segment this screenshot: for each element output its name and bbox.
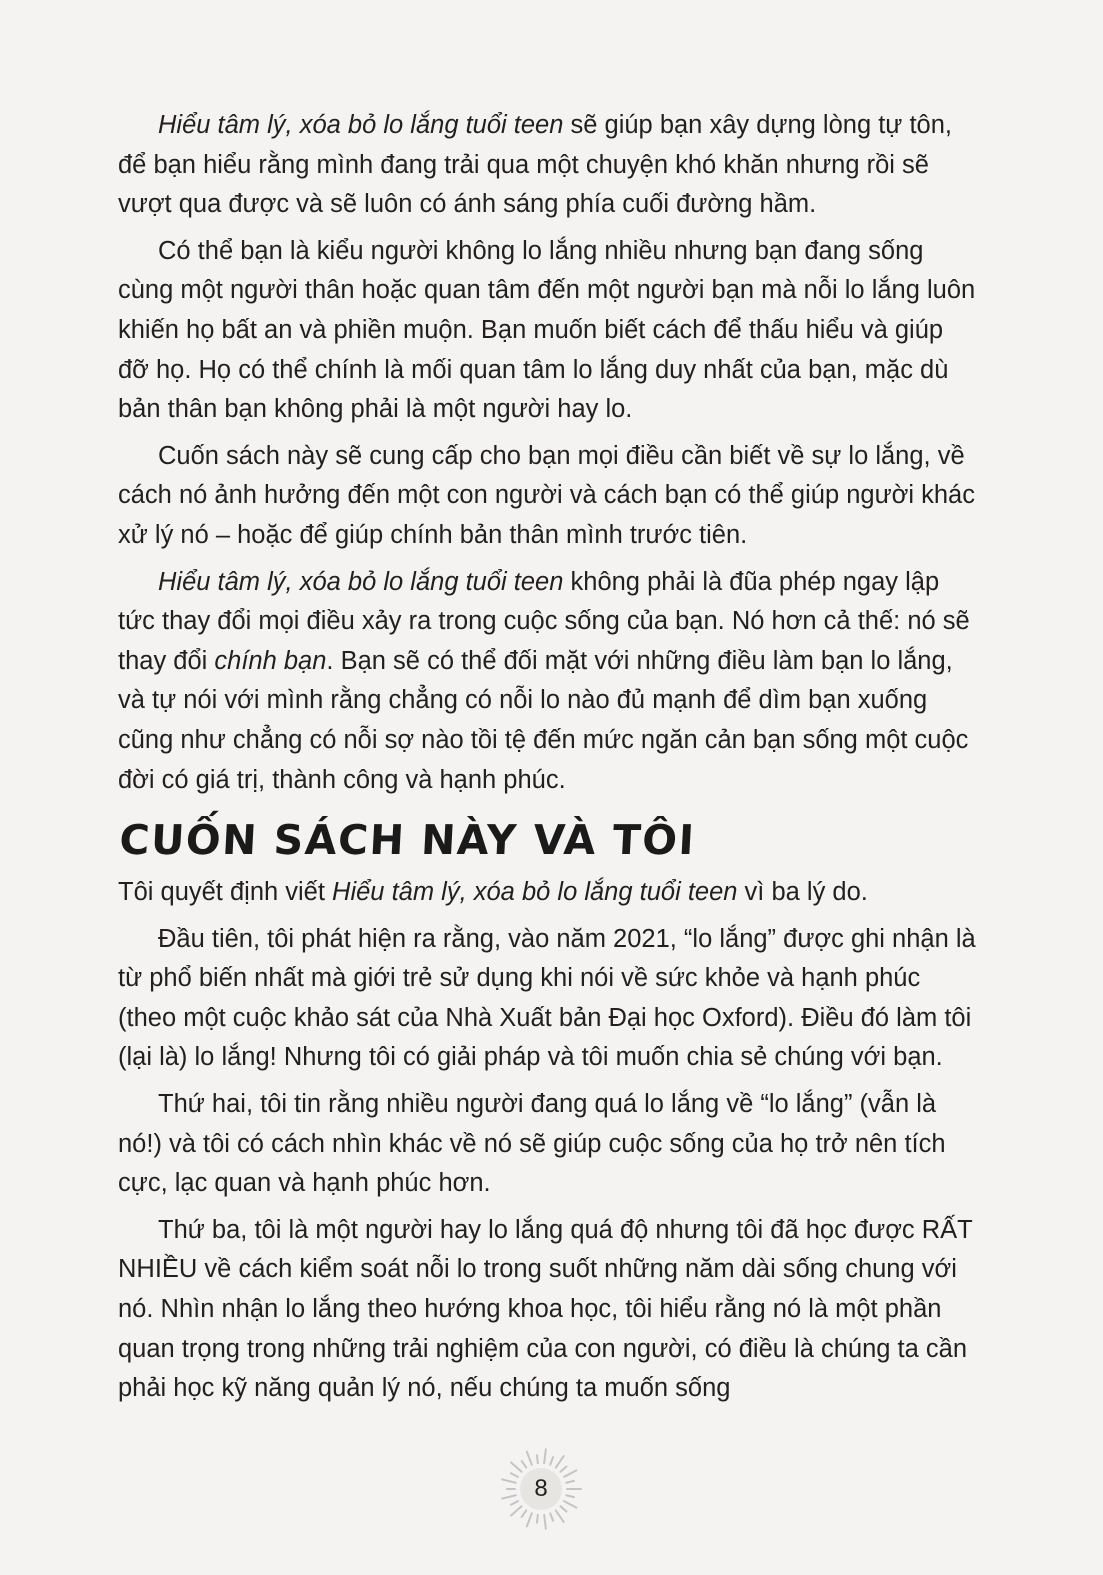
text-run: Có thể bạn là kiểu người không lo lắng nhiều nhưng bạn đang sống cùng một người thân hoặc quan tâm đến một người bạn mà nỗi lo lắng luôn khiến họ bất an và phiền muộn. Bạn muốn biết cách để thấu hiểu và giúp đỡ họ. Họ có thể chính là mối quan tâm lo lắng duy nhất của bạn, mặc dù bản thân bạn không phải là một người hay lo. [118, 236, 976, 424]
paragraph [118, 1085, 980, 1204]
text-run: Thứ ba, tôi là một người hay lo lắng quá độ nhưng tôi đã học được RẤT NHIỀU về cách kiểm soát nỗi lo trong suốt những năm dài sống chung với nó. Nhìn nhận lo lắng theo hướng khoa học, tôi hiểu rằng nó là một phần quan trọng trong những trải nghiệm của con người, có điều là chúng ta cần phải học kỹ năng quản lý nó, nếu chúng ta muốn sống [118, 1215, 973, 1403]
text-run: vì ba lý do. [737, 878, 868, 907]
intro-paragraphs [118, 106, 980, 800]
text-run: . Bạn sẽ có thể đối mặt với những điều làm bạn lo lắng, và tự nói với mình rằng chẳng có nỗi lo nào đủ mạnh để dìm bạn xuống cũng như chẳng có nỗi sợ nào tồi tệ đến mức ngăn cản bạn sống một cuộc đời có giá trị, thành công và hạnh phúc. [118, 646, 969, 794]
text-run: Đầu tiên, tôi phát hiện ra rằng, vào năm 2021, “lo lắng” được ghi nhận là từ phổ biến nhất mà giới trẻ sử dụng khi nói về sức khỏe và hạnh phúc (theo một cuộc khảo sát của Nhà Xuất bản Đại học Oxford). Điều đó làm tôi (lại là) lo lắng! Nhưng tôi có giải pháp và tôi muốn chia sẻ chúng với bạn. [118, 924, 976, 1072]
paragraph [118, 106, 980, 225]
paragraph [118, 232, 980, 430]
paragraph [118, 920, 980, 1078]
text-run: Thứ hai, tôi tin rằng nhiều người đang quá lo lắng về “lo lắng” (vẫn là nó!) và tôi có cách nhìn khác về nó sẽ giúp cuộc sống của họ trở nên tích cực, lạc quan và hạnh phúc hơn. [118, 1090, 946, 1198]
paragraph [118, 437, 980, 556]
section-heading: CUỐN SÁCH NÀY VÀ TÔI [118, 816, 697, 865]
italic-text: Hiểu tâm lý, xóa bỏ lo lắng tuổi teen [158, 111, 564, 139]
italic-text: Hiểu tâm lý, xóa bỏ lo lắng tuổi teen [158, 567, 564, 596]
page-number: 8 [534, 1475, 548, 1502]
paragraph [118, 563, 980, 801]
section-paragraphs [118, 873, 980, 1409]
text-run: sẽ giúp bạn xây dựng lòng tự tôn, để bạn hiểu rằng mình đang trải qua một chuyện khó khăn nhưng rồi sẽ vượt qua được và sẽ luôn có ánh sáng phía cuối đường hầm. [118, 111, 952, 219]
page-number-badge [498, 1446, 584, 1532]
page-content [118, 106, 980, 1416]
paragraph [118, 1211, 980, 1409]
italic-text: Hiểu tâm lý, xóa bỏ lo lắng tuổi teen [332, 878, 738, 907]
italic-text: chính bạn [214, 646, 327, 675]
text-run: không phải là đũa phép ngay lập tức thay đổi mọi điều xảy ra trong cuộc sống của bạn. Nó hơn cả thế: nó sẽ thay đổi [118, 567, 970, 675]
paragraph [118, 873, 980, 913]
text-run: Tôi quyết định viết [118, 878, 333, 907]
text-run: Cuốn sách này sẽ cung cấp cho bạn mọi điều cần biết về sự lo lắng, về cách nó ảnh hưởng đến một con người và cách bạn có thể giúp người khác xử lý nó – hoặc để giúp chính bản thân mình trước tiên. [118, 441, 975, 549]
